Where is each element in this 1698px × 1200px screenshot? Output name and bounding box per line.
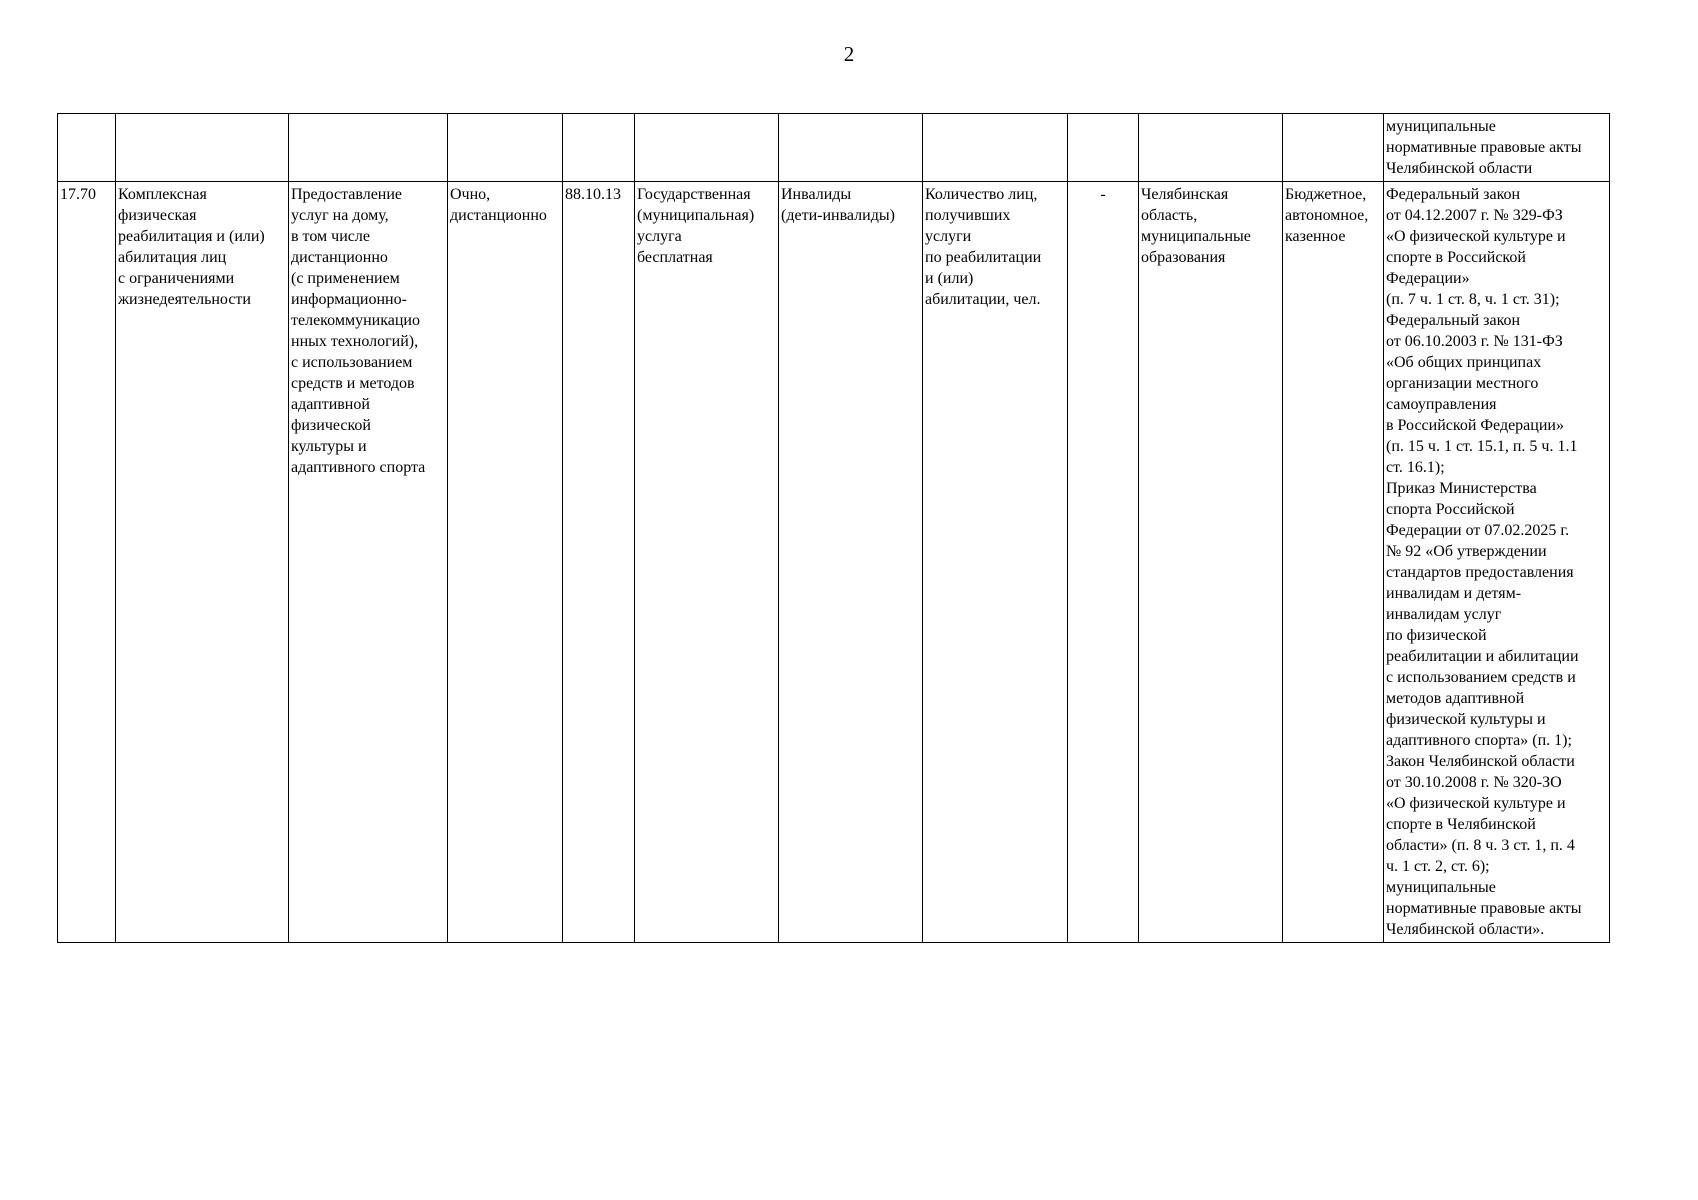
cell-institution-type — [1283, 114, 1384, 182]
text-line: от 04.12.2007 г. № 329-ФЗ — [1386, 207, 1563, 224]
text-line: нных технологий), — [291, 333, 419, 350]
cell-content — [289, 114, 448, 182]
text-line: «О физической культуре и — [1386, 228, 1566, 245]
cell-service-name — [116, 182, 289, 943]
cell-legal-basis — [1384, 182, 1610, 943]
text-line: спорта Российской — [1386, 501, 1515, 518]
text-line: физической культуры и — [1386, 711, 1546, 728]
cell-service-name — [116, 114, 289, 182]
text-line: по физической — [1386, 627, 1487, 644]
text-line: адаптивного спорта — [291, 459, 426, 476]
cell-quality — [1068, 114, 1139, 182]
text-line: область, — [1141, 207, 1198, 224]
table-row-continuation — [58, 114, 1610, 182]
text-line: спорте в Российской — [1386, 249, 1526, 266]
cell-quality: - — [1068, 182, 1139, 943]
text-line: физической — [291, 417, 371, 434]
text-line: муниципальные — [1386, 879, 1496, 896]
text-line: физическая — [118, 207, 197, 224]
text-line: «О физической культуре и — [1386, 795, 1566, 812]
text-line: дистанционно — [291, 249, 388, 266]
text-line: от 30.10.2008 г. № 320-ЗО — [1386, 774, 1562, 791]
text-line: самоуправления — [1386, 396, 1497, 413]
text-line: телекоммуникацио — [291, 312, 420, 329]
page-number: 2 — [843, 42, 855, 66]
text-line: Бюджетное, — [1285, 186, 1367, 203]
cell-institution-type — [1283, 182, 1384, 943]
cell-form — [448, 182, 563, 943]
text-line: спорте в Челябинской — [1386, 816, 1536, 833]
text-line: Приказ Министерства — [1386, 480, 1537, 497]
text-line: инвалидам и детям- — [1386, 585, 1522, 602]
text-line: организации местного — [1386, 375, 1539, 392]
text-line: инвалидам услуг — [1386, 606, 1502, 623]
text-line: Закон Челябинской области — [1386, 753, 1575, 770]
text-line: и (или) — [925, 270, 974, 287]
text-line: Количество лиц, — [925, 186, 1038, 203]
text-line: услуги — [925, 228, 972, 245]
text-line: Челябинская — [1141, 186, 1229, 203]
text-line: дистанционно — [450, 207, 547, 224]
text-line: Очно, — [450, 186, 491, 203]
text-line: от 06.10.2003 г. № 131-ФЗ — [1386, 333, 1563, 350]
text-line: Предоставление — [291, 186, 403, 203]
text-line: муниципальные — [1141, 228, 1251, 245]
text-line: области» (п. 8 ч. 3 ст. 1, п. 4 — [1386, 837, 1575, 854]
text-line: № 92 «Об утверждении — [1386, 543, 1547, 560]
text-line: муниципальные — [1386, 118, 1496, 135]
text-line: Федерации от 07.02.2025 г. — [1386, 522, 1570, 539]
text-line: (с применением — [291, 270, 400, 287]
text-line: автономное, — [1285, 207, 1369, 224]
text-line: Федеральный закон — [1386, 312, 1521, 329]
text-line: (муниципальная) — [637, 207, 755, 224]
text-line: с использованием средств и — [1386, 669, 1576, 686]
cell-service-type — [635, 114, 779, 182]
text-line: ст. 16.1); — [1386, 459, 1445, 476]
cell-consumers — [779, 182, 923, 943]
cell-form — [448, 114, 563, 182]
text-line: Челябинской области». — [1386, 921, 1545, 938]
cell-number: 17.70 — [58, 182, 116, 943]
text-line: услуг на дому, — [291, 207, 389, 224]
cell-indicator — [923, 114, 1068, 182]
text-line: стандартов предоставления — [1386, 564, 1574, 581]
text-line: абилитация лиц — [118, 249, 227, 266]
text-line: бесплатная — [637, 249, 713, 266]
table-row-entry — [58, 182, 1610, 943]
cell-code — [563, 114, 635, 182]
text-line: Государственная — [637, 186, 751, 203]
cell-legal-basis — [1384, 114, 1610, 182]
text-line: в Российской Федерации» — [1386, 417, 1564, 434]
text-line: абилитации, чел. — [925, 291, 1041, 308]
text-line: с ограничениями — [118, 270, 235, 287]
text-line: в том числе — [291, 228, 370, 245]
cell-indicator — [923, 182, 1068, 943]
cell-content — [289, 182, 448, 943]
cell-authority — [1139, 182, 1283, 943]
text-line: казенное — [1285, 228, 1346, 245]
cell-service-type — [635, 182, 779, 943]
text-line: образования — [1141, 249, 1226, 266]
services-registry-table — [57, 113, 1610, 943]
cell-authority — [1139, 114, 1283, 182]
text-line: (п. 15 ч. 1 ст. 15.1, п. 5 ч. 1.1 — [1386, 438, 1578, 455]
text-line: ч. 1 ст. 2, ст. 6); — [1386, 858, 1490, 875]
text-line: жизнедеятельности — [118, 291, 251, 308]
text-line: нормативные правовые акты — [1386, 139, 1582, 156]
text-line: реабилитация и (или) — [118, 228, 265, 245]
text-line: культуры и — [291, 438, 367, 455]
text-line: «Об общих принципах — [1386, 354, 1542, 371]
text-line: адаптивной — [291, 396, 370, 413]
text-line: получивших — [925, 207, 1011, 224]
text-line: средств и методов — [291, 375, 415, 392]
text-line: услуга — [637, 228, 682, 245]
text-line: адаптивного спорта» (п. 1); — [1386, 732, 1572, 749]
text-line: Федерации» — [1386, 270, 1470, 287]
text-line: информационно- — [291, 291, 407, 308]
cell-number — [58, 114, 116, 182]
text-line: нормативные правовые акты — [1386, 900, 1582, 917]
text-line: с использованием — [291, 354, 413, 371]
text-line: Челябинской области — [1386, 160, 1533, 177]
text-line: Федеральный закон — [1386, 186, 1521, 203]
cell-consumers — [779, 114, 923, 182]
text-line: Комплексная — [118, 186, 207, 203]
text-line: (п. 7 ч. 1 ст. 8, ч. 1 ст. 31); — [1386, 291, 1560, 308]
text-line: Инвалиды — [781, 186, 852, 203]
cell-code: 88.10.13 — [563, 182, 635, 943]
text-line: реабилитации и абилитации — [1386, 648, 1579, 665]
text-line: методов адаптивной — [1386, 690, 1525, 707]
text-line: по реабилитации — [925, 249, 1042, 266]
text-line: (дети-инвалиды) — [781, 207, 895, 224]
